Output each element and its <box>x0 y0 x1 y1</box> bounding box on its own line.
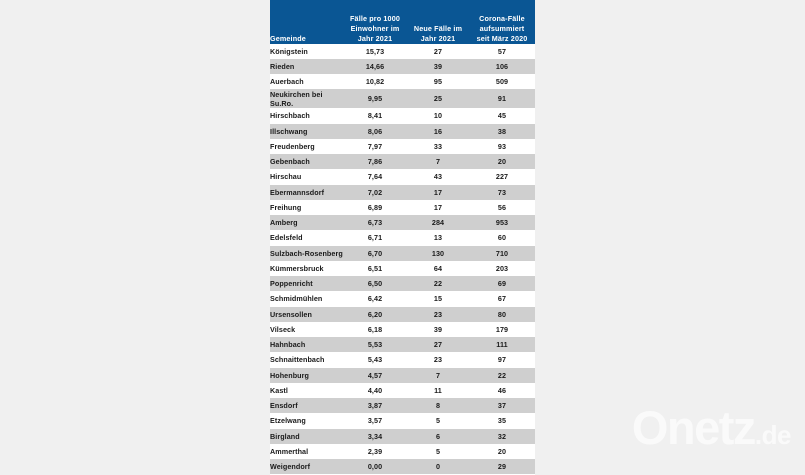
column-header-aufsummiert <box>469 0 535 44</box>
column-header-faelle-pro-1000 <box>343 0 407 44</box>
cell-faelle-pro-1000: 6,89 <box>343 200 407 215</box>
cell-faelle-pro-1000: 3,34 <box>343 429 407 444</box>
table-row <box>270 139 535 154</box>
cell-neue-faelle: 0 <box>407 459 469 474</box>
cell-faelle-pro-1000: 6,71 <box>343 230 407 245</box>
cell-neue-faelle: 43 <box>407 169 469 184</box>
cell-aufsummiert: 35 <box>469 413 535 428</box>
cell-gemeinde: Freihung <box>270 200 343 215</box>
cell-faelle-pro-1000: 4,57 <box>343 368 407 383</box>
cell-gemeinde: Vilseck <box>270 322 343 337</box>
cell-aufsummiert: 46 <box>469 383 535 398</box>
cell-gemeinde: Ammerthal <box>270 444 343 459</box>
cell-aufsummiert: 710 <box>469 246 535 261</box>
watermark-suffix-text: .de <box>754 420 791 450</box>
cell-gemeinde: Königstein <box>270 44 343 59</box>
cell-neue-faelle: 11 <box>407 383 469 398</box>
cell-gemeinde: Ensdorf <box>270 398 343 413</box>
table-row <box>270 383 535 398</box>
cell-neue-faelle: 5 <box>407 444 469 459</box>
cell-aufsummiert: 91 <box>469 89 535 108</box>
cell-neue-faelle: 10 <box>407 108 469 123</box>
table-row <box>270 291 535 306</box>
cell-faelle-pro-1000: 6,18 <box>343 322 407 337</box>
cell-neue-faelle: 23 <box>407 307 469 322</box>
cell-gemeinde: Gebenbach <box>270 154 343 169</box>
table-row <box>270 337 535 352</box>
table-row <box>270 322 535 337</box>
cell-gemeinde: Illschwang <box>270 124 343 139</box>
table-header <box>270 0 535 44</box>
cell-gemeinde: Weigendorf <box>270 459 343 474</box>
column-header-gemeinde-line-1: Gemeinde <box>270 34 306 44</box>
cell-aufsummiert: 67 <box>469 291 535 306</box>
table-row <box>270 154 535 169</box>
table-row <box>270 44 535 59</box>
onetz-watermark <box>631 401 791 454</box>
cell-neue-faelle: 16 <box>407 124 469 139</box>
cell-aufsummiert: 57 <box>469 44 535 59</box>
cell-neue-faelle: 130 <box>407 246 469 261</box>
cell-gemeinde: Freudenberg <box>270 139 343 154</box>
cell-neue-faelle: 15 <box>407 291 469 306</box>
cell-neue-faelle: 95 <box>407 74 469 89</box>
table-row <box>270 59 535 74</box>
cell-neue-faelle: 5 <box>407 413 469 428</box>
column-header-neue-faelle-line-1: Neue Fälle im <box>413 24 463 34</box>
cell-faelle-pro-1000: 2,39 <box>343 444 407 459</box>
cell-neue-faelle: 17 <box>407 185 469 200</box>
cell-aufsummiert: 953 <box>469 215 535 230</box>
table-row <box>270 108 535 123</box>
cell-neue-faelle: 22 <box>407 276 469 291</box>
cell-aufsummiert: 111 <box>469 337 535 352</box>
column-header-faelle-pro-1000-line-3: Jahr 2021 <box>357 34 393 44</box>
column-header-gemeinde <box>270 0 343 44</box>
cell-faelle-pro-1000: 6,42 <box>343 291 407 306</box>
cell-aufsummiert: 56 <box>469 200 535 215</box>
cell-aufsummiert: 93 <box>469 139 535 154</box>
cell-faelle-pro-1000: 6,20 <box>343 307 407 322</box>
cell-gemeinde: Poppenricht <box>270 276 343 291</box>
table-row <box>270 261 535 276</box>
table-row <box>270 124 535 139</box>
cell-faelle-pro-1000: 9,95 <box>343 89 407 108</box>
cell-neue-faelle: 27 <box>407 337 469 352</box>
cell-aufsummiert: 179 <box>469 322 535 337</box>
cell-neue-faelle: 7 <box>407 368 469 383</box>
column-header-faelle-pro-1000-line-2: Einwohner im <box>350 24 400 34</box>
cell-faelle-pro-1000: 6,73 <box>343 215 407 230</box>
cell-aufsummiert: 22 <box>469 368 535 383</box>
cell-gemeinde: Schmidmühlen <box>270 291 343 306</box>
table-row <box>270 459 535 474</box>
cell-faelle-pro-1000: 7,64 <box>343 169 407 184</box>
cell-gemeinde: Schnaittenbach <box>270 352 343 367</box>
cell-neue-faelle: 25 <box>407 89 469 108</box>
table-row <box>270 185 535 200</box>
cell-faelle-pro-1000: 10,82 <box>343 74 407 89</box>
column-header-aufsummiert-line-1: Corona-Fälle <box>479 14 525 24</box>
column-header-neue-faelle-line-2: Jahr 2021 <box>420 34 456 44</box>
cell-gemeinde: Etzelwang <box>270 413 343 428</box>
cell-neue-faelle: 39 <box>407 59 469 74</box>
cell-gemeinde: Auerbach <box>270 74 343 89</box>
cell-neue-faelle: 13 <box>407 230 469 245</box>
table-row <box>270 169 535 184</box>
table-row <box>270 230 535 245</box>
cell-faelle-pro-1000: 15,73 <box>343 44 407 59</box>
cell-aufsummiert: 38 <box>469 124 535 139</box>
cell-aufsummiert: 29 <box>469 459 535 474</box>
cell-gemeinde: Rieden <box>270 59 343 74</box>
table-row <box>270 444 535 459</box>
cell-gemeinde: Kümmersbruck <box>270 261 343 276</box>
table-row <box>270 429 535 444</box>
cell-aufsummiert: 20 <box>469 154 535 169</box>
cell-faelle-pro-1000: 8,06 <box>343 124 407 139</box>
cell-aufsummiert: 80 <box>469 307 535 322</box>
cell-aufsummiert: 106 <box>469 59 535 74</box>
cell-aufsummiert: 37 <box>469 398 535 413</box>
cell-neue-faelle: 284 <box>407 215 469 230</box>
cell-neue-faelle: 17 <box>407 200 469 215</box>
cell-gemeinde: Kastl <box>270 383 343 398</box>
cell-faelle-pro-1000: 8,41 <box>343 108 407 123</box>
table-row <box>270 200 535 215</box>
column-header-aufsummiert-line-3: seit März 2020 <box>476 34 528 44</box>
table-row <box>270 276 535 291</box>
cell-gemeinde: Hirschau <box>270 169 343 184</box>
cell-aufsummiert: 69 <box>469 276 535 291</box>
cell-faelle-pro-1000: 5,53 <box>343 337 407 352</box>
cell-neue-faelle: 27 <box>407 44 469 59</box>
cell-faelle-pro-1000: 5,43 <box>343 352 407 367</box>
cell-faelle-pro-1000: 4,40 <box>343 383 407 398</box>
table-body <box>270 44 535 474</box>
cell-neue-faelle: 7 <box>407 154 469 169</box>
table-row <box>270 215 535 230</box>
cell-faelle-pro-1000: 7,86 <box>343 154 407 169</box>
table-row <box>270 398 535 413</box>
column-header-faelle-pro-1000-line-1: Fälle pro 1000 <box>350 14 400 24</box>
column-header-neue-faelle <box>407 0 469 44</box>
table-row <box>270 413 535 428</box>
cell-gemeinde: Neukirchen bei Su.Ro. <box>270 89 343 108</box>
table-header-row <box>270 0 535 44</box>
cell-gemeinde: Ebermannsdorf <box>270 185 343 200</box>
cell-aufsummiert: 97 <box>469 352 535 367</box>
cell-neue-faelle: 6 <box>407 429 469 444</box>
cell-neue-faelle: 33 <box>407 139 469 154</box>
cell-faelle-pro-1000: 0,00 <box>343 459 407 474</box>
cell-aufsummiert: 203 <box>469 261 535 276</box>
cell-faelle-pro-1000: 6,70 <box>343 246 407 261</box>
cell-faelle-pro-1000: 7,02 <box>343 185 407 200</box>
cell-neue-faelle: 64 <box>407 261 469 276</box>
cell-aufsummiert: 227 <box>469 169 535 184</box>
cell-faelle-pro-1000: 3,87 <box>343 398 407 413</box>
cell-neue-faelle: 8 <box>407 398 469 413</box>
cell-gemeinde: Ursensollen <box>270 307 343 322</box>
cell-aufsummiert: 509 <box>469 74 535 89</box>
cell-gemeinde: Hahnbach <box>270 337 343 352</box>
cell-aufsummiert: 20 <box>469 444 535 459</box>
cell-gemeinde: Edelsfeld <box>270 230 343 245</box>
cell-neue-faelle: 39 <box>407 322 469 337</box>
cell-faelle-pro-1000: 3,57 <box>343 413 407 428</box>
watermark-main-text: Onetz <box>631 401 755 454</box>
cell-faelle-pro-1000: 14,66 <box>343 59 407 74</box>
cell-gemeinde: Amberg <box>270 215 343 230</box>
cell-aufsummiert: 73 <box>469 185 535 200</box>
cell-aufsummiert: 45 <box>469 108 535 123</box>
table-row <box>270 307 535 322</box>
cell-gemeinde: Hohenburg <box>270 368 343 383</box>
cell-aufsummiert: 60 <box>469 230 535 245</box>
table-row <box>270 74 535 89</box>
cell-gemeinde: Hirschbach <box>270 108 343 123</box>
cell-aufsummiert: 32 <box>469 429 535 444</box>
column-header-aufsummiert-line-2: aufsummiert <box>479 24 525 34</box>
table-row <box>270 352 535 367</box>
table-row <box>270 89 535 108</box>
cell-faelle-pro-1000: 7,97 <box>343 139 407 154</box>
corona-cases-table-container <box>270 0 535 475</box>
cell-neue-faelle: 23 <box>407 352 469 367</box>
cell-faelle-pro-1000: 6,51 <box>343 261 407 276</box>
table-row <box>270 246 535 261</box>
cell-gemeinde: Birgland <box>270 429 343 444</box>
cell-gemeinde: Sulzbach-Rosenberg <box>270 246 343 261</box>
cell-faelle-pro-1000: 6,50 <box>343 276 407 291</box>
table-row <box>270 368 535 383</box>
corona-cases-table <box>270 0 535 475</box>
